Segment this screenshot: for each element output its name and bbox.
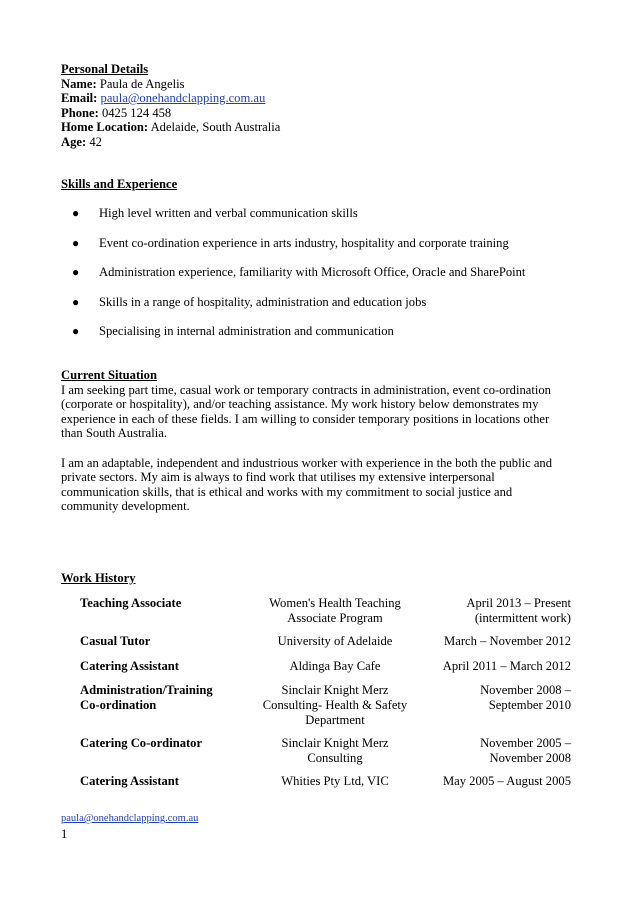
paragraph-line: community development. bbox=[61, 499, 190, 514]
job-title-cell bbox=[76, 774, 247, 789]
employer-cell bbox=[247, 774, 423, 789]
personal-details-section bbox=[61, 62, 581, 150]
employer-cell bbox=[247, 634, 423, 659]
page-footer bbox=[61, 813, 198, 842]
job-title-line: Catering Co-ordinator bbox=[80, 736, 203, 751]
bullet-icon: ● bbox=[72, 236, 80, 250]
employer-cell bbox=[247, 736, 423, 774]
job-title-line: Teaching Associate bbox=[80, 596, 182, 610]
date-range-cell bbox=[423, 634, 571, 659]
skill-text: High level written and verbal communication skills bbox=[99, 206, 358, 220]
date-range-line: April 2011 – March 2012 bbox=[442, 658, 571, 673]
job-title-line: Casual Tutor bbox=[80, 634, 151, 649]
table-row bbox=[76, 736, 571, 774]
age-label: Age: bbox=[61, 134, 87, 149]
date-range-cell bbox=[423, 683, 571, 736]
name-line bbox=[61, 77, 581, 92]
employer-cell bbox=[247, 659, 423, 684]
personal-details-heading: Personal Details bbox=[61, 62, 149, 76]
table-row bbox=[76, 596, 571, 634]
date-range-line: September 2010 bbox=[488, 697, 571, 712]
date-range-cell bbox=[423, 596, 571, 634]
skill-text: Event co-ordination experience in arts industry, hospitality and corporate training bbox=[99, 236, 509, 250]
employer-line: Aldinga Bay Cafe bbox=[289, 658, 381, 673]
employer-line: University of Adelaide bbox=[277, 634, 393, 649]
employer-cell bbox=[247, 683, 423, 736]
employer-line: Sinclair Knight Merz bbox=[281, 683, 389, 698]
job-title-line: Co-ordination bbox=[80, 697, 157, 712]
job-title-line: Catering Assistant bbox=[80, 658, 180, 673]
date-range-cell bbox=[423, 736, 571, 774]
skills-heading: Skills and Experience bbox=[61, 177, 178, 191]
table-row bbox=[76, 774, 571, 789]
name-value: Paula de Angelis bbox=[99, 76, 185, 91]
bullet-icon: ● bbox=[72, 295, 80, 309]
date-range-line: November 2008 bbox=[489, 750, 571, 765]
paragraph-line: private sectors. My aim is always to find work that utilises my extensive interpersonal bbox=[61, 470, 495, 485]
work-history-table bbox=[76, 596, 571, 789]
job-title-line: Administration/Training bbox=[80, 683, 213, 698]
paragraph-line: I am an adaptable, independent and industrious worker with experience in the both the public and bbox=[61, 455, 553, 470]
bullet-icon: ● bbox=[72, 206, 80, 220]
bullet-icon: ● bbox=[72, 265, 80, 279]
email-link[interactable]: paula@onehandclapping.com.au bbox=[100, 91, 266, 106]
employer-line: Associate Program bbox=[287, 610, 383, 625]
situation-paragraph-2 bbox=[61, 456, 581, 514]
employer-line: Whities Pty Ltd, VIC bbox=[281, 774, 389, 789]
skill-text: Administration experience, familiarity with Microsoft Office, Oracle and SharePoint bbox=[99, 265, 526, 279]
job-title-cell bbox=[76, 683, 247, 736]
job-title-line: Catering Assistant bbox=[80, 774, 180, 789]
date-range-line: March – November 2012 bbox=[444, 634, 571, 649]
location-label: Home Location: bbox=[61, 120, 149, 135]
date-range-line: (intermittent work) bbox=[474, 610, 571, 625]
date-range-cell bbox=[423, 659, 571, 684]
age-value: 42 bbox=[89, 134, 102, 149]
table-row bbox=[76, 683, 571, 736]
employer-cell bbox=[247, 596, 423, 634]
employer-line: Consulting bbox=[307, 750, 363, 765]
date-range-line: November 2008 – bbox=[480, 683, 571, 698]
paragraph-line: experience in each of these fields. I am willing to consider temporary positions in locations other bbox=[61, 411, 550, 426]
employer-line: Department bbox=[305, 712, 365, 727]
job-title-cell bbox=[76, 659, 247, 684]
email-label: Email: bbox=[61, 91, 98, 106]
paragraph-line: than South Australia. bbox=[61, 426, 167, 441]
bullet-icon: ● bbox=[72, 324, 80, 338]
current-situation-heading: Current Situation bbox=[61, 368, 157, 382]
job-title-cell bbox=[76, 596, 247, 634]
table-row bbox=[76, 634, 571, 659]
work-history-section bbox=[61, 571, 581, 586]
job-title-cell bbox=[76, 736, 247, 774]
situation-paragraph-1 bbox=[61, 383, 581, 441]
employer-line: Consulting- Health & Safety bbox=[262, 697, 408, 712]
location-line bbox=[61, 120, 581, 135]
work-history-heading: Work History bbox=[61, 571, 136, 585]
current-situation-section bbox=[61, 368, 581, 514]
employer-line: Sinclair Knight Merz bbox=[281, 736, 389, 751]
date-range-cell bbox=[423, 774, 571, 789]
phone-value: 0425 124 458 bbox=[101, 105, 172, 120]
table-row bbox=[76, 659, 571, 684]
age-line bbox=[61, 135, 581, 150]
date-range-line: November 2005 – bbox=[480, 736, 571, 751]
employer-line: Women's Health Teaching bbox=[269, 596, 401, 610]
skill-text: Skills in a range of hospitality, administration and education jobs bbox=[99, 295, 427, 309]
email-line bbox=[61, 91, 581, 106]
footer-email-link[interactable]: paula@onehandclapping.com.au bbox=[61, 813, 199, 824]
job-title-cell bbox=[76, 634, 247, 659]
paragraph-line: communication skills, that is ethical and works with my commitment to social justice and bbox=[61, 484, 513, 499]
name-label: Name: bbox=[61, 76, 97, 91]
date-range-line: April 2013 – Present bbox=[466, 596, 571, 610]
location-value: Adelaide, South Australia bbox=[150, 120, 281, 135]
phone-line bbox=[61, 106, 581, 121]
skills-section bbox=[61, 177, 581, 192]
phone-label: Phone: bbox=[61, 105, 99, 120]
paragraph-line: (corporate or hospitality), and/or teaching assistance. My work history below demonstrates my bbox=[61, 397, 539, 412]
page-number: 1 bbox=[61, 827, 68, 841]
paragraph-line: I am seeking part time, casual work or temporary contracts in administration, event co-ordination bbox=[61, 382, 551, 397]
skill-text: Specialising in internal administration and communication bbox=[99, 324, 394, 338]
date-range-line: May 2005 – August 2005 bbox=[442, 774, 571, 789]
